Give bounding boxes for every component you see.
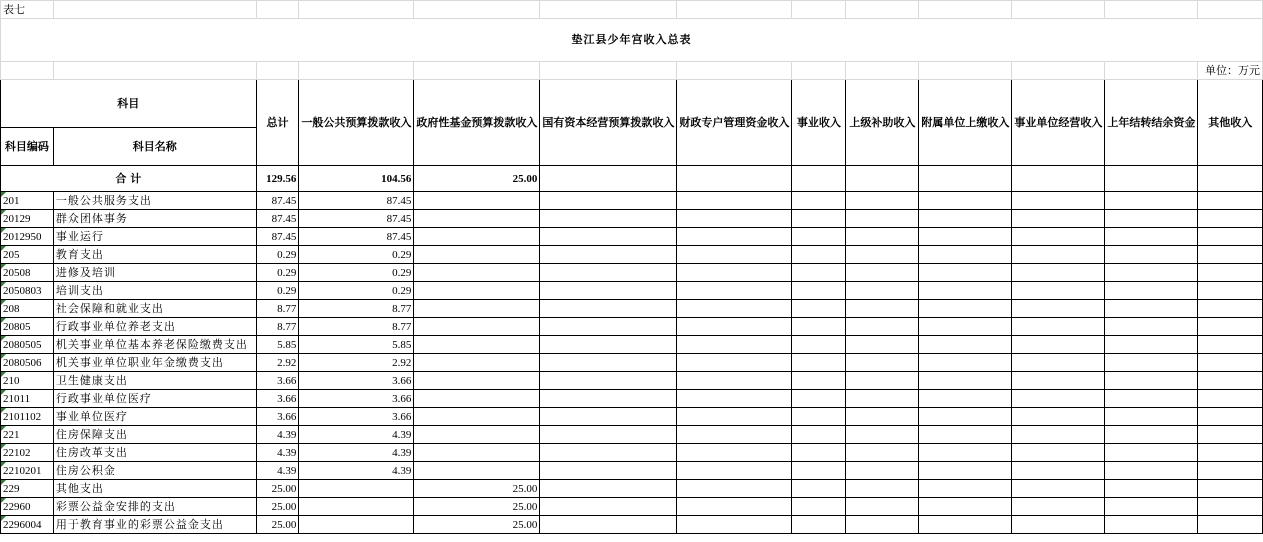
general-budget-cell[interactable]: 4.39	[299, 462, 414, 480]
header-state-capital[interactable]: 国有资本经营预算拨款收入	[540, 80, 677, 166]
empty-cell[interactable]	[792, 390, 846, 408]
empty-cell[interactable]	[677, 210, 792, 228]
empty-cell[interactable]	[846, 228, 919, 246]
subject-name-cell[interactable]: 行政事业单位养老支出	[53, 318, 256, 336]
subject-code-cell[interactable]: 229	[1, 480, 54, 498]
empty-cell[interactable]	[1105, 408, 1198, 426]
table-body	[1, 192, 1263, 534]
total-label[interactable]: 合 计	[1, 166, 257, 192]
subject-name-cell[interactable]: 群众团体事务	[53, 210, 256, 228]
empty-cell[interactable]	[1105, 444, 1198, 462]
total-cell[interactable]: 87.45	[256, 192, 299, 210]
table-row	[1, 462, 1263, 480]
general-budget-cell[interactable]: 3.66	[299, 408, 414, 426]
sheet-label-cell[interactable]: 表七	[1, 1, 54, 19]
empty-cell[interactable]	[540, 192, 677, 210]
empty-cell[interactable]	[792, 372, 846, 390]
empty-cell[interactable]	[540, 228, 677, 246]
empty-cell[interactable]	[540, 480, 677, 498]
gov-fund-cell[interactable]: 25.00	[414, 516, 540, 534]
empty-cell[interactable]	[1198, 354, 1263, 372]
table-row	[1, 192, 1263, 210]
header-other[interactable]: 其他收入	[1198, 80, 1263, 166]
empty-cell[interactable]	[846, 462, 919, 480]
total-cell[interactable]: 8.77	[256, 300, 299, 318]
subject-code-cell[interactable]: 2050803	[1, 282, 54, 300]
empty-cell[interactable]	[919, 408, 1012, 426]
empty-cell[interactable]	[792, 300, 846, 318]
empty-cell[interactable]	[677, 408, 792, 426]
gov-fund-cell[interactable]: 25.00	[414, 480, 540, 498]
empty-cell[interactable]	[846, 426, 919, 444]
empty-cell[interactable]	[1198, 336, 1263, 354]
table-row	[1, 246, 1263, 264]
empty-cell[interactable]	[1105, 336, 1198, 354]
empty-cell[interactable]	[846, 498, 919, 516]
empty-cell[interactable]	[1198, 318, 1263, 336]
general-budget-cell[interactable]: 3.66	[299, 372, 414, 390]
subject-name-cell[interactable]: 机关事业单位职业年金缴费支出	[53, 354, 256, 372]
empty-cell[interactable]	[919, 192, 1012, 210]
table-row	[1, 444, 1263, 462]
empty-cell[interactable]	[540, 318, 677, 336]
header-gov-fund[interactable]: 政府性基金预算拨款收入	[414, 80, 540, 166]
total-cell[interactable]: 8.77	[256, 318, 299, 336]
header-subject-code[interactable]: 科目编码	[1, 128, 54, 166]
subject-code-cell[interactable]: 205	[1, 246, 54, 264]
table-row	[1, 228, 1263, 246]
empty-cell[interactable]	[677, 516, 792, 534]
subject-name-cell[interactable]: 行政事业单位医疗	[53, 390, 256, 408]
empty-cell[interactable]	[919, 300, 1012, 318]
empty-cell[interactable]	[846, 354, 919, 372]
subject-code-cell[interactable]: 20508	[1, 264, 54, 282]
empty-cell[interactable]	[677, 462, 792, 480]
total-cell[interactable]: 3.66	[256, 372, 299, 390]
table-row	[1, 282, 1263, 300]
general-budget-cell[interactable]	[299, 498, 414, 516]
subject-name-cell[interactable]: 教育支出	[53, 246, 256, 264]
empty-cell[interactable]	[677, 426, 792, 444]
empty-cell[interactable]	[1198, 408, 1263, 426]
empty-cell[interactable]	[846, 372, 919, 390]
total-cell[interactable]: 0.29	[256, 264, 299, 282]
general-budget-cell[interactable]: 4.39	[299, 444, 414, 462]
header-general-budget[interactable]: 一般公共预算拨款收入	[299, 80, 414, 166]
header-business-ops[interactable]: 事业单位经营收入	[1012, 80, 1105, 166]
subject-name-cell[interactable]: 卫生健康支出	[53, 372, 256, 390]
empty-cell[interactable]	[792, 426, 846, 444]
empty-cell[interactable]	[919, 516, 1012, 534]
subject-code-cell[interactable]: 22960	[1, 498, 54, 516]
header-total[interactable]: 总计	[256, 80, 299, 166]
gov-fund-cell[interactable]	[414, 336, 540, 354]
total-general-budget[interactable]: 104.56	[299, 166, 414, 192]
empty-cell[interactable]	[846, 282, 919, 300]
empty-cell[interactable]	[1105, 246, 1198, 264]
empty-cell[interactable]	[919, 282, 1012, 300]
subject-code-cell[interactable]: 21011	[1, 390, 54, 408]
empty-cell[interactable]	[792, 444, 846, 462]
general-budget-cell[interactable]: 0.29	[299, 282, 414, 300]
gov-fund-cell[interactable]	[414, 408, 540, 426]
empty-cell[interactable]	[1105, 516, 1198, 534]
subject-name-cell[interactable]: 住房改革支出	[53, 444, 256, 462]
subject-name-cell[interactable]: 事业单位医疗	[53, 408, 256, 426]
empty-cell[interactable]	[1012, 318, 1105, 336]
empty-cell[interactable]	[1012, 516, 1105, 534]
general-budget-cell[interactable]: 2.92	[299, 354, 414, 372]
empty-cell[interactable]	[677, 318, 792, 336]
subject-code-cell[interactable]: 2080506	[1, 354, 54, 372]
empty-cell[interactable]	[1012, 300, 1105, 318]
empty-cell[interactable]	[792, 516, 846, 534]
empty-cell[interactable]	[1198, 282, 1263, 300]
empty-cell[interactable]	[540, 246, 677, 264]
empty-cell[interactable]	[540, 516, 677, 534]
empty-cell[interactable]	[919, 498, 1012, 516]
empty-cell[interactable]	[540, 408, 677, 426]
gov-fund-cell[interactable]	[414, 426, 540, 444]
empty-cell[interactable]	[677, 192, 792, 210]
empty-cell[interactable]	[540, 336, 677, 354]
gov-fund-cell[interactable]	[414, 210, 540, 228]
empty-cell[interactable]	[846, 300, 919, 318]
empty-cell[interactable]	[846, 192, 919, 210]
empty-cell[interactable]	[846, 264, 919, 282]
table-row	[1, 210, 1263, 228]
empty-cell[interactable]	[846, 246, 919, 264]
empty-cell[interactable]	[792, 246, 846, 264]
gov-fund-cell[interactable]	[414, 354, 540, 372]
empty-cell[interactable]	[1105, 318, 1198, 336]
empty-cell[interactable]	[792, 498, 846, 516]
empty-cell[interactable]	[677, 336, 792, 354]
empty-cell[interactable]	[1198, 210, 1263, 228]
empty-cell[interactable]	[1105, 390, 1198, 408]
empty-cell[interactable]	[1012, 228, 1105, 246]
empty-cell[interactable]	[792, 336, 846, 354]
total-sum[interactable]: 129.56	[256, 166, 299, 192]
subject-code-cell[interactable]: 2101102	[1, 408, 54, 426]
gov-fund-cell[interactable]	[414, 192, 540, 210]
empty-cell[interactable]	[1105, 354, 1198, 372]
empty-cell[interactable]	[1012, 210, 1105, 228]
empty-cell[interactable]	[1105, 228, 1198, 246]
header-business[interactable]: 事业收入	[792, 80, 846, 166]
subject-code-cell[interactable]: 2080505	[1, 336, 54, 354]
general-budget-cell[interactable]: 5.85	[299, 336, 414, 354]
empty-cell[interactable]	[919, 426, 1012, 444]
empty-cell[interactable]	[919, 210, 1012, 228]
empty-cell[interactable]	[540, 264, 677, 282]
empty-cell[interactable]	[677, 480, 792, 498]
empty-cell[interactable]	[1198, 390, 1263, 408]
empty-cell[interactable]	[540, 282, 677, 300]
subject-code-cell[interactable]: 20805	[1, 318, 54, 336]
header-subject[interactable]: 科目	[1, 80, 257, 128]
general-budget-cell[interactable]: 87.45	[299, 228, 414, 246]
general-budget-cell[interactable]: 87.45	[299, 192, 414, 210]
empty-cell[interactable]	[792, 264, 846, 282]
empty-cell[interactable]	[1198, 516, 1263, 534]
header-carryover[interactable]: 上年结转结余资金	[1105, 80, 1198, 166]
table-row	[1, 336, 1263, 354]
empty-cell[interactable]	[919, 246, 1012, 264]
subject-code-cell[interactable]: 2296004	[1, 516, 54, 534]
empty-cell[interactable]	[1198, 444, 1263, 462]
total-cell[interactable]: 3.66	[256, 390, 299, 408]
empty-cell[interactable]	[1198, 426, 1263, 444]
empty-cell[interactable]	[1105, 264, 1198, 282]
total-cell[interactable]: 4.39	[256, 462, 299, 480]
empty-cell[interactable]	[1198, 480, 1263, 498]
general-budget-cell[interactable]: 4.39	[299, 426, 414, 444]
table-row	[1, 480, 1263, 498]
empty-cell[interactable]	[919, 336, 1012, 354]
subject-name-cell[interactable]: 事业运行	[53, 228, 256, 246]
empty-cell[interactable]	[540, 498, 677, 516]
empty-cell[interactable]	[792, 480, 846, 498]
gov-fund-cell[interactable]	[414, 444, 540, 462]
total-cell[interactable]: 4.39	[256, 444, 299, 462]
empty-cell[interactable]	[677, 372, 792, 390]
general-budget-cell[interactable]: 0.29	[299, 246, 414, 264]
empty-cell[interactable]	[1012, 354, 1105, 372]
empty-cell[interactable]	[1105, 426, 1198, 444]
subject-name-cell[interactable]: 其他支出	[53, 480, 256, 498]
total-cell[interactable]: 25.00	[256, 516, 299, 534]
empty-cell[interactable]	[1012, 480, 1105, 498]
empty-cell[interactable]	[1012, 426, 1105, 444]
empty-cell[interactable]	[919, 390, 1012, 408]
subject-name-cell[interactable]: 机关事业单位基本养老保险缴费支出	[53, 336, 256, 354]
empty-cell[interactable]	[846, 480, 919, 498]
empty-cell[interactable]	[1198, 300, 1263, 318]
empty-cell[interactable]	[792, 228, 846, 246]
empty-cell[interactable]	[846, 444, 919, 462]
gov-fund-cell[interactable]	[414, 300, 540, 318]
gov-fund-cell[interactable]	[414, 264, 540, 282]
header-superior-subsidy[interactable]: 上级补助收入	[846, 80, 919, 166]
empty-cell[interactable]	[1012, 462, 1105, 480]
empty-cell[interactable]	[677, 264, 792, 282]
subject-name-cell[interactable]: 用于教育事业的彩票公益金支出	[53, 516, 256, 534]
gov-fund-cell[interactable]	[414, 372, 540, 390]
empty-cell[interactable]	[1012, 282, 1105, 300]
gov-fund-cell[interactable]	[414, 318, 540, 336]
empty-cell[interactable]	[677, 354, 792, 372]
empty-cell[interactable]	[792, 462, 846, 480]
empty-cell[interactable]	[1198, 192, 1263, 210]
total-cell[interactable]: 87.45	[256, 210, 299, 228]
subject-name-cell[interactable]: 社会保障和就业支出	[53, 300, 256, 318]
empty-cell[interactable]	[677, 390, 792, 408]
header-subject-name[interactable]: 科目名称	[53, 128, 256, 166]
empty-cell[interactable]	[1012, 192, 1105, 210]
empty-cell[interactable]	[919, 354, 1012, 372]
empty-cell[interactable]	[540, 390, 677, 408]
general-budget-cell[interactable]: 8.77	[299, 300, 414, 318]
table-row	[1, 264, 1263, 282]
subject-name-cell[interactable]: 住房公积金	[53, 462, 256, 480]
empty-cell[interactable]	[792, 318, 846, 336]
gov-fund-cell[interactable]: 25.00	[414, 498, 540, 516]
table-row	[1, 408, 1263, 426]
empty-cell[interactable]	[1012, 408, 1105, 426]
subject-code-cell[interactable]: 2012950	[1, 228, 54, 246]
empty-cell[interactable]	[792, 210, 846, 228]
total-cell[interactable]: 25.00	[256, 480, 299, 498]
general-budget-cell[interactable]	[299, 480, 414, 498]
empty-cell[interactable]	[919, 372, 1012, 390]
general-budget-cell[interactable]	[299, 516, 414, 534]
empty-cell[interactable]	[540, 372, 677, 390]
empty-cell[interactable]	[1012, 264, 1105, 282]
subject-code-cell[interactable]: 201	[1, 192, 54, 210]
empty-cell[interactable]	[1198, 498, 1263, 516]
gov-fund-cell[interactable]	[414, 462, 540, 480]
empty-cell[interactable]	[677, 444, 792, 462]
empty-cell[interactable]	[540, 444, 677, 462]
header-affiliated[interactable]: 附属单位上缴收入	[919, 80, 1012, 166]
empty-cell[interactable]	[846, 408, 919, 426]
empty-cell[interactable]	[1198, 462, 1263, 480]
empty-cell[interactable]	[677, 300, 792, 318]
table-row	[1, 390, 1263, 408]
empty-cell[interactable]	[919, 228, 1012, 246]
table-row	[1, 498, 1263, 516]
total-cell[interactable]: 87.45	[256, 228, 299, 246]
empty-cell[interactable]	[919, 444, 1012, 462]
empty-cell[interactable]	[1105, 300, 1198, 318]
empty-cell[interactable]	[1012, 390, 1105, 408]
empty-cell[interactable]	[846, 336, 919, 354]
unit-label[interactable]: 单位：万元	[1198, 62, 1263, 80]
empty-cell[interactable]	[1012, 444, 1105, 462]
empty-cell[interactable]	[1012, 372, 1105, 390]
general-budget-cell[interactable]: 87.45	[299, 210, 414, 228]
empty-cell[interactable]	[846, 516, 919, 534]
table-row	[1, 372, 1263, 390]
general-budget-cell[interactable]: 8.77	[299, 318, 414, 336]
total-cell[interactable]: 2.92	[256, 354, 299, 372]
total-cell[interactable]: 0.29	[256, 246, 299, 264]
empty-cell[interactable]	[1105, 480, 1198, 498]
empty-cell[interactable]	[792, 354, 846, 372]
empty-cell[interactable]	[1105, 498, 1198, 516]
total-row	[1, 166, 1263, 192]
subject-name-cell[interactable]: 培训支出	[53, 282, 256, 300]
subject-code-cell[interactable]: 2210201	[1, 462, 54, 480]
empty-cell[interactable]	[919, 264, 1012, 282]
total-cell[interactable]: 5.85	[256, 336, 299, 354]
empty-cell[interactable]	[540, 300, 677, 318]
empty-cell[interactable]	[540, 210, 677, 228]
total-cell[interactable]: 0.29	[256, 282, 299, 300]
gov-fund-cell[interactable]	[414, 246, 540, 264]
empty-cell[interactable]	[1105, 372, 1198, 390]
gov-fund-cell[interactable]	[414, 282, 540, 300]
empty-cell[interactable]	[919, 318, 1012, 336]
table-row	[1, 516, 1263, 534]
empty-cell[interactable]	[792, 282, 846, 300]
table-row	[1, 354, 1263, 372]
total-gov-fund[interactable]: 25.00	[414, 166, 540, 192]
empty-cell[interactable]	[1198, 372, 1263, 390]
empty-cell[interactable]	[677, 498, 792, 516]
subject-code-cell[interactable]: 210	[1, 372, 54, 390]
empty-cell[interactable]	[846, 318, 919, 336]
empty-cell[interactable]	[677, 246, 792, 264]
table-title[interactable]: 垫江县少年宫收入总表	[1, 19, 1263, 62]
empty-cell[interactable]	[1105, 192, 1198, 210]
empty-cell[interactable]	[1198, 246, 1263, 264]
subject-name-cell[interactable]: 彩票公益金安排的支出	[53, 498, 256, 516]
empty-cell[interactable]	[540, 426, 677, 444]
general-budget-cell[interactable]: 0.29	[299, 264, 414, 282]
gov-fund-cell[interactable]	[414, 390, 540, 408]
empty-cell[interactable]	[677, 228, 792, 246]
subject-name-cell[interactable]: 进修及培训	[53, 264, 256, 282]
empty-cell[interactable]	[1105, 210, 1198, 228]
total-cell[interactable]: 25.00	[256, 498, 299, 516]
header-fiscal-special[interactable]: 财政专户管理资金收入	[677, 80, 792, 166]
total-cell[interactable]: 3.66	[256, 408, 299, 426]
empty-cell[interactable]	[846, 210, 919, 228]
subject-code-cell[interactable]: 22102	[1, 444, 54, 462]
empty-cell[interactable]	[1198, 264, 1263, 282]
subject-name-cell[interactable]: 一般公共服务支出	[53, 192, 256, 210]
table-row	[1, 300, 1263, 318]
empty-cell[interactable]	[1012, 336, 1105, 354]
empty-cell[interactable]	[919, 462, 1012, 480]
empty-cell[interactable]	[1198, 228, 1263, 246]
empty-cell[interactable]	[792, 192, 846, 210]
subject-code-cell[interactable]: 20129	[1, 210, 54, 228]
general-budget-cell[interactable]: 3.66	[299, 390, 414, 408]
empty-cell[interactable]	[919, 480, 1012, 498]
empty-cell[interactable]	[540, 462, 677, 480]
empty-cell[interactable]	[1105, 282, 1198, 300]
table-row	[1, 426, 1263, 444]
empty-cell[interactable]	[846, 390, 919, 408]
empty-cell[interactable]	[792, 408, 846, 426]
empty-cell[interactable]	[1012, 246, 1105, 264]
empty-cell[interactable]	[1105, 462, 1198, 480]
empty-cell[interactable]	[677, 282, 792, 300]
subject-code-cell[interactable]: 221	[1, 426, 54, 444]
gov-fund-cell[interactable]	[414, 228, 540, 246]
total-cell[interactable]: 4.39	[256, 426, 299, 444]
subject-code-cell[interactable]: 208	[1, 300, 54, 318]
subject-name-cell[interactable]: 住房保障支出	[53, 426, 256, 444]
empty-cell[interactable]	[540, 354, 677, 372]
empty-cell[interactable]	[1012, 498, 1105, 516]
table-row	[1, 318, 1263, 336]
